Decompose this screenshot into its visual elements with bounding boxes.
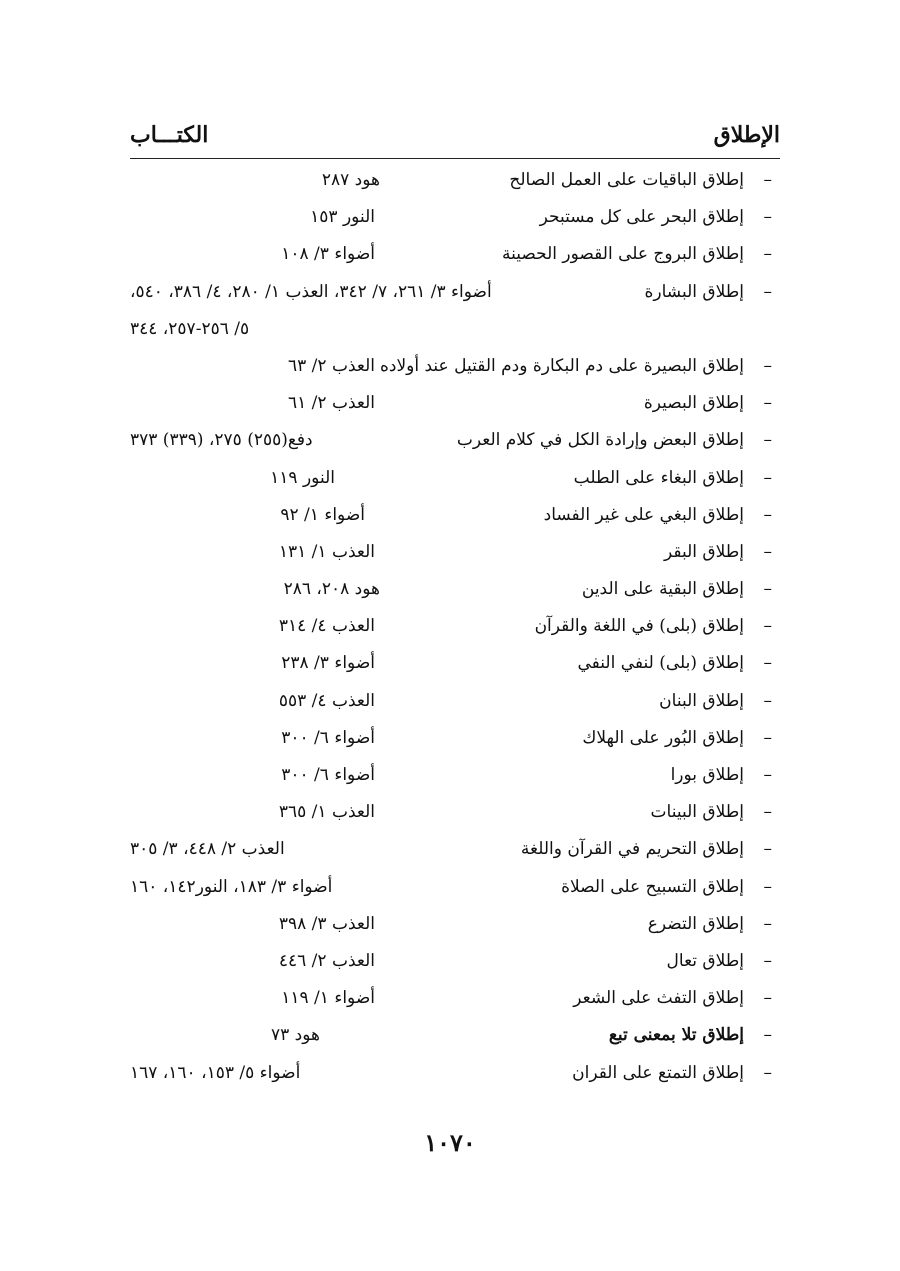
entry-reference: أضواء ٣/ ٢٦١، ٧/ ٣٤٢، العذب ١/ ٢٨٠، ٤/ ٣٨٦، ٥٤٠،	[130, 281, 492, 302]
header-category: الكتـــاب	[130, 122, 209, 148]
entry-term: إطلاق التمتع على القران	[572, 1062, 744, 1083]
entry-dash: –	[763, 802, 772, 823]
entry-reference: العذب ٢/ ٦٣	[288, 355, 375, 376]
index-entry	[130, 162, 780, 199]
entry-dash: –	[763, 207, 772, 228]
entry-term: إطلاق البنان	[659, 690, 744, 711]
index-entry	[130, 1017, 780, 1054]
entry-term: إطلاق البشارة	[644, 281, 744, 302]
index-entry	[130, 645, 780, 682]
entry-dash: –	[763, 950, 772, 971]
entry-reference: أضواء ١/ ٩٢	[280, 504, 365, 525]
entry-reference-continuation: ٥/ ٢٥٦-٢٥٧، ٣٤٤	[130, 318, 250, 339]
index-entry-continuation	[130, 311, 780, 348]
entry-dash: –	[763, 170, 772, 190]
index-entry	[130, 757, 780, 794]
entry-dash: –	[763, 541, 772, 562]
entry-dash: –	[763, 727, 772, 748]
entry-reference: هود ٢٠٨، ٢٨٦	[283, 579, 380, 600]
entry-reference: دفع(٢٥٥) ٢٧٥، (٣٣٩) ٣٧٣	[130, 430, 313, 451]
entry-dash: –	[763, 579, 772, 600]
entry-term: إطلاق البقية على الدين	[581, 579, 744, 600]
entry-reference: العذب ٣/ ٣٩٨	[278, 913, 375, 934]
header-section-title: الإطلاق	[713, 122, 780, 148]
entry-term: إطلاق التضرع	[647, 913, 744, 934]
entry-reference: العذب ١/ ٣٦٥	[278, 802, 375, 823]
entry-term: إطلاق التسبيح على الصلاة	[561, 876, 744, 897]
entry-term: إطلاق بورا	[670, 765, 744, 785]
index-entry	[130, 385, 780, 422]
index-entry	[130, 236, 780, 273]
entry-reference: العذب ٤/ ٥٥٣	[278, 690, 375, 711]
entry-reference: أضواء ٥/ ١٥٣، ١٦٠، ١٦٧	[130, 1062, 301, 1083]
entry-reference: أضواء ٣/ ١٨٣، النور١٤٢، ١٦٠	[130, 876, 333, 897]
entry-dash: –	[763, 913, 772, 934]
entry-term: إطلاق الباقيات على العمل الصالح	[509, 170, 744, 190]
running-header	[130, 122, 780, 156]
index-entry	[130, 869, 780, 906]
entry-dash: –	[763, 393, 772, 414]
header-rule	[130, 158, 780, 159]
entry-dash: –	[763, 653, 772, 674]
entry-dash: –	[763, 616, 772, 637]
entry-reference: أضواء ٦/ ٣٠٠	[281, 727, 375, 748]
entry-dash: –	[763, 244, 772, 265]
entry-term: إطلاق التحريم في القرآن واللغة	[520, 839, 744, 860]
entry-reference: أضواء ١/ ١١٩	[281, 988, 375, 1009]
entry-dash: –	[763, 1025, 772, 1046]
entry-dash: –	[763, 504, 772, 525]
index-entry	[130, 980, 780, 1017]
entry-reference: العذب ٢/ ٤٤٦	[278, 950, 375, 971]
entry-term: إطلاق البروج على القصور الحصينة	[502, 244, 744, 265]
index-entry	[130, 794, 780, 831]
index-entry	[130, 274, 780, 311]
entry-term: إطلاق تلا بمعنى تبع	[608, 1025, 744, 1046]
entry-reference: النور ١٥٣	[310, 207, 375, 228]
entry-reference: أضواء ٣/ ٢٣٨	[281, 653, 375, 674]
index-entry	[130, 348, 780, 385]
entry-reference: العذب ٤/ ٣١٤	[278, 616, 375, 637]
index-entry	[130, 943, 780, 980]
entry-term: إطلاق البقر	[663, 541, 744, 562]
entry-term: إطلاق تعال	[666, 950, 744, 971]
entry-term: إطلاق البصيرة	[643, 393, 744, 414]
entry-dash: –	[763, 839, 772, 860]
entry-term: إطلاق التفث على الشعر	[573, 988, 744, 1009]
entry-reference: هود ٢٨٧	[321, 170, 380, 190]
index-entry	[130, 422, 780, 459]
page-number: ١٠٧٠	[424, 1128, 476, 1157]
entry-reference: النور ١١٩	[270, 467, 335, 488]
index-entry	[130, 608, 780, 645]
entry-term: إطلاق (بلى) لنفي النفي	[577, 653, 744, 674]
entry-term: إطلاق البعض وإرادة الكل في كلام العرب	[456, 430, 744, 451]
entry-dash: –	[763, 1062, 772, 1083]
entry-term: إطلاق البغاء على الطلب	[573, 467, 744, 488]
entry-term: إطلاق البينات	[650, 802, 744, 823]
entry-dash: –	[763, 430, 772, 451]
entry-dash: –	[763, 467, 772, 488]
entry-reference: العذب ٢/ ٤٤٨، ٣/ ٣٠٥	[130, 839, 285, 860]
entry-dash: –	[763, 765, 772, 785]
entry-reference: العذب ١/ ١٣١	[278, 541, 375, 562]
entry-dash: –	[763, 281, 772, 302]
entry-term: إطلاق البغي على غير الفساد	[543, 504, 744, 525]
entry-term: إطلاق البصيرة على دم البكارة ودم القتيل عند أولاده	[379, 355, 744, 376]
index-entry	[130, 720, 780, 757]
entry-reference: أضواء ٦/ ٣٠٠	[281, 765, 375, 785]
index-entry	[130, 534, 780, 571]
index-entry	[130, 1055, 780, 1092]
entry-term: إطلاق البحر على كل مستبحر	[539, 207, 744, 228]
index-entry	[130, 199, 780, 236]
entry-term: إطلاق البُور على الهلاك	[582, 727, 744, 748]
index-entry	[130, 906, 780, 943]
entry-dash: –	[763, 355, 772, 376]
entry-dash: –	[763, 988, 772, 1009]
entry-reference: أضواء ٣/ ١٠٨	[281, 244, 375, 265]
index-entry	[130, 497, 780, 534]
index-entry	[130, 831, 780, 868]
entry-dash: –	[763, 690, 772, 711]
entry-dash: –	[763, 876, 772, 897]
index-entries	[130, 162, 780, 1092]
index-entry	[130, 683, 780, 720]
entry-term: إطلاق (بلى) في اللغة والقرآن	[534, 616, 744, 637]
index-entry	[130, 460, 780, 497]
index-entry	[130, 571, 780, 608]
entry-reference: العذب ٢/ ٦١	[288, 393, 375, 414]
entry-reference: هود ٧٣	[271, 1025, 320, 1046]
